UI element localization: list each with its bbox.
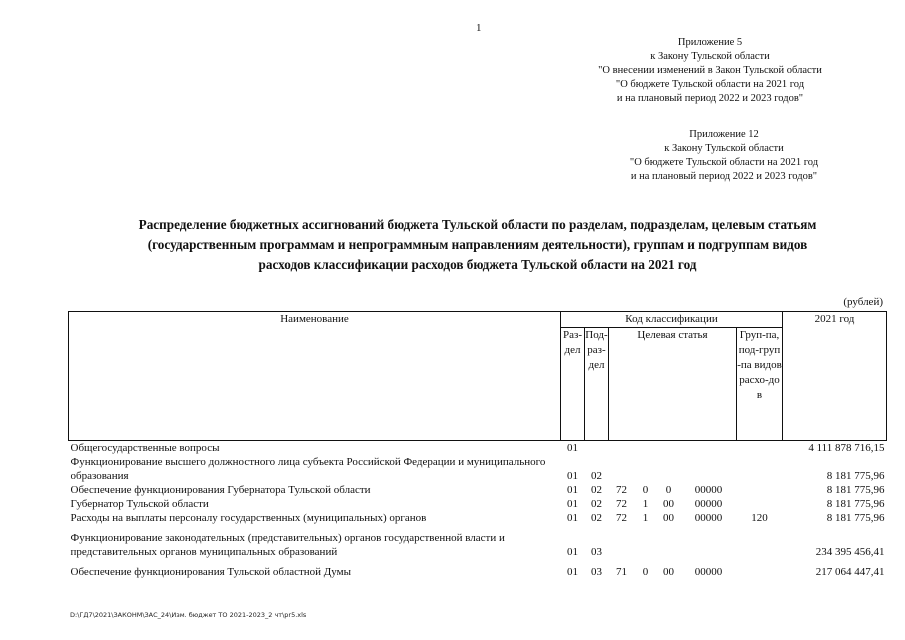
row-name: Губернатор Тульской области bbox=[70, 498, 209, 510]
row-code-t1: 72 bbox=[616, 498, 627, 510]
row-name: Функционирование высшего должностного лица субъекта Российской Федерации и муниципального образования bbox=[70, 456, 546, 482]
header-subsection: Под-раз-дел bbox=[585, 328, 609, 441]
header-group: Груп-па, под-груп-па видов расхо-дов bbox=[737, 328, 783, 441]
row-code-rz: 01 bbox=[567, 498, 578, 510]
row-amount: 234 395 456,41 bbox=[815, 546, 885, 558]
row-code-t3: 00 bbox=[663, 566, 674, 578]
row-amount: 8 181 775,96 bbox=[826, 470, 885, 482]
row-code-pr: 02 bbox=[591, 498, 602, 510]
header-name: Наименование bbox=[69, 312, 561, 441]
header-code-group: Код классификации bbox=[561, 312, 783, 328]
row-code-rz: 01 bbox=[567, 442, 578, 454]
page-number: 1 bbox=[476, 22, 482, 34]
row-code-t3: 0 bbox=[665, 484, 672, 496]
row-code-rz: 01 bbox=[567, 512, 578, 524]
row-code-t3: 00 bbox=[663, 498, 674, 510]
row-code-t3 bbox=[657, 441, 681, 456]
annex-5-line: "О внесении изменений в Закон Тульской области bbox=[598, 65, 822, 76]
row-name: Общегосударственные вопросы bbox=[70, 442, 220, 454]
title-line: (государственным программам и непрограммным направлениям деятельности), группам и подгруппам видов bbox=[147, 237, 808, 252]
row-code-t4: 00000 bbox=[694, 484, 723, 496]
row-amount: 8 181 775,96 bbox=[826, 498, 885, 510]
row-code-t4 bbox=[681, 441, 737, 456]
budget-table bbox=[68, 311, 887, 579]
header-row-top bbox=[69, 312, 887, 328]
header-target: Целевая статья bbox=[609, 328, 737, 441]
row-code-vr bbox=[737, 455, 783, 483]
row-code-t2 bbox=[635, 531, 657, 559]
row-name: Расходы на выплаты персоналу государственных (муниципальных) органов bbox=[70, 512, 427, 524]
row-code-rz: 01 bbox=[567, 566, 578, 578]
row-code-t3 bbox=[657, 531, 681, 559]
title-line: Распределение бюджетных ассигнований бюджета Тульской области по разделам, подразделам, целевым статьям bbox=[138, 217, 817, 232]
row-code-t4: 00000 bbox=[694, 566, 723, 578]
annex-5-line: Приложение 5 bbox=[677, 37, 743, 48]
annex-5-header bbox=[575, 36, 845, 106]
row-name: Обеспечение функционирования Тульской областной Думы bbox=[70, 566, 352, 578]
row-amount: 8 181 775,96 bbox=[826, 484, 885, 496]
table-row bbox=[69, 455, 887, 483]
row-code-t2 bbox=[635, 455, 657, 483]
row-code-rz: 01 bbox=[567, 484, 578, 496]
annex-5-line: к Закону Тульской области bbox=[650, 51, 770, 62]
row-code-vr bbox=[737, 565, 783, 579]
row-code-vr bbox=[737, 441, 783, 456]
row-code-t1 bbox=[609, 531, 635, 559]
row-code-pr: 02 bbox=[591, 484, 602, 496]
row-code-t1 bbox=[609, 441, 635, 456]
annex-12-line: и на плановый период 2022 и 2023 годов" bbox=[630, 171, 818, 182]
table-row bbox=[69, 565, 887, 579]
row-code-pr: 02 bbox=[591, 470, 602, 482]
row-code-t2: 1 bbox=[642, 512, 649, 524]
annex-12-header bbox=[609, 128, 839, 184]
table-row bbox=[69, 497, 887, 511]
row-code-vr bbox=[737, 531, 783, 559]
row-amount: 217 064 447,41 bbox=[815, 566, 885, 578]
row-code-t4: 00000 bbox=[694, 512, 723, 524]
title-line: расходов классификации расходов бюджета Тульской области на 2021 год bbox=[258, 257, 697, 272]
annex-5-line: "О бюджете Тульской области на 2021 год bbox=[615, 79, 805, 90]
table-row bbox=[69, 483, 887, 497]
row-code-t4 bbox=[681, 455, 737, 483]
row-code-t1 bbox=[609, 455, 635, 483]
row-code-vr bbox=[737, 497, 783, 511]
table-row bbox=[69, 441, 887, 456]
header-year: 2021 год bbox=[783, 312, 887, 441]
row-code-rz: 01 bbox=[567, 470, 578, 482]
currency-unit: (рублей) bbox=[843, 296, 883, 308]
row-code-t1: 72 bbox=[616, 484, 627, 496]
row-code-t2: 0 bbox=[642, 484, 649, 496]
row-code-pr bbox=[585, 441, 609, 456]
row-code-t1: 71 bbox=[616, 566, 627, 578]
header-section: Раз-дел bbox=[561, 328, 585, 441]
row-name: Обеспечение функционирования Губернатора Тульской области bbox=[70, 484, 371, 496]
table-row bbox=[69, 511, 887, 525]
row-code-t3 bbox=[657, 455, 681, 483]
row-code-t4: 00000 bbox=[694, 498, 723, 510]
row-code-vr bbox=[737, 483, 783, 497]
document-title bbox=[70, 215, 885, 275]
row-code-t1: 72 bbox=[616, 512, 627, 524]
row-code-t2: 0 bbox=[642, 566, 649, 578]
row-code-t4 bbox=[681, 531, 737, 559]
annex-12-line: "О бюджете Тульской области на 2021 год bbox=[629, 157, 819, 168]
file-path-footer: D:\ГД7\2021\ЗАКОНМ\ЗАС_24\Изм. бюджет ТО 2021-2023_2 чт\pr5.xls bbox=[70, 611, 307, 619]
table-row bbox=[69, 531, 887, 559]
row-code-t3: 00 bbox=[663, 512, 674, 524]
row-code-t2 bbox=[635, 441, 657, 456]
row-code-pr: 03 bbox=[591, 546, 602, 558]
row-code-pr: 02 bbox=[591, 512, 602, 524]
row-code-rz: 01 bbox=[567, 546, 578, 558]
row-code-pr: 03 bbox=[591, 566, 602, 578]
row-amount: 8 181 775,96 bbox=[826, 512, 885, 524]
annex-5-line: и на плановый период 2022 и 2023 годов" bbox=[616, 93, 804, 104]
annex-12-line: Приложение 12 bbox=[689, 129, 759, 140]
annex-12-line: к Закону Тульской области bbox=[664, 143, 784, 154]
row-code-t2: 1 bbox=[642, 498, 649, 510]
row-code-vr: 120 bbox=[751, 512, 768, 524]
row-amount: 4 111 878 716,15 bbox=[808, 442, 885, 454]
row-name: Функционирование законодательных (представительных) органов государственной власти и представительных органов муниципальных образований bbox=[70, 532, 505, 558]
